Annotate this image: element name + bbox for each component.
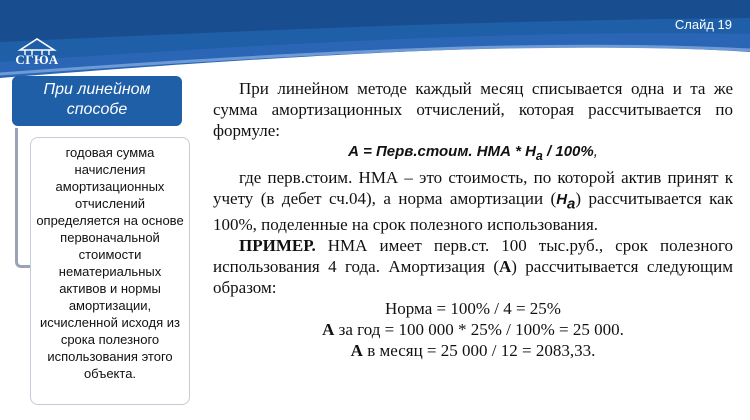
university-logo bbox=[14, 36, 60, 72]
norm-subscript: а bbox=[567, 195, 576, 213]
intro-paragraph: При линейном методе каждый месяц списывается одна и та же сумма амортизационных отчислений, которая рассчитывается по формуле: bbox=[213, 79, 733, 140]
definition-part1: где перв.стоим. НМА – это стоимость, по которой актив принят к учету (в дебет сч.04), а норма амортизации ( bbox=[213, 168, 733, 208]
definition-paragraph bbox=[213, 167, 733, 235]
slide-number: Слайд 19 bbox=[674, 17, 732, 32]
formula-subscript: а bbox=[535, 149, 543, 163]
banner-graphic bbox=[0, 0, 750, 78]
calc-month-value: в месяц = 25 000 / 12 = 2083,33. bbox=[362, 341, 596, 361]
norm-symbol: Н bbox=[556, 191, 568, 208]
calc-year-value: за год = 100 000 * 25% / 100% = 25 000. bbox=[334, 320, 624, 340]
example-amortization-symbol: А bbox=[498, 257, 512, 277]
calc-year-label: А bbox=[322, 320, 335, 340]
formula-part-a: А = Перв.стоим. НМА * Н bbox=[348, 143, 536, 160]
connector-bracket bbox=[15, 128, 31, 268]
method-title-box bbox=[12, 76, 182, 126]
formula-line bbox=[213, 141, 733, 167]
logo-text: СГЮА bbox=[15, 52, 59, 67]
example-label: ПРИМЕР. bbox=[239, 236, 316, 256]
main-content bbox=[213, 78, 733, 361]
definition-part2: ) рассчитывается как 100%, поделенные на срок полезного использования. bbox=[213, 189, 733, 235]
method-title-line1: При линейном bbox=[43, 81, 151, 98]
header-banner bbox=[0, 0, 750, 78]
calc-line-year bbox=[213, 319, 733, 340]
method-title-line2: способе bbox=[66, 101, 128, 118]
example-part1: НМА имеет перв.ст. 100 тыс.руб., срок полезного использования 4 года. Амортизация ( bbox=[213, 236, 733, 277]
method-description: годовая сумма начисления амортизационных отчислений определяется на основе первоначальной стоимости нематериальных активов и нормы амортизации, исчисленной исходя из срока полезного использования этого объекта. bbox=[30, 137, 190, 405]
formula-part-b: / 100% bbox=[542, 143, 594, 160]
example-part2: ) рассчитывается следующим образом: bbox=[213, 257, 733, 298]
formula-comma: , bbox=[593, 143, 598, 160]
calc-line-norm: Норма = 100% / 4 = 25% bbox=[385, 299, 561, 319]
example-paragraph bbox=[213, 235, 733, 298]
calc-line-month bbox=[213, 340, 733, 361]
calc-month-label: А bbox=[350, 341, 363, 361]
